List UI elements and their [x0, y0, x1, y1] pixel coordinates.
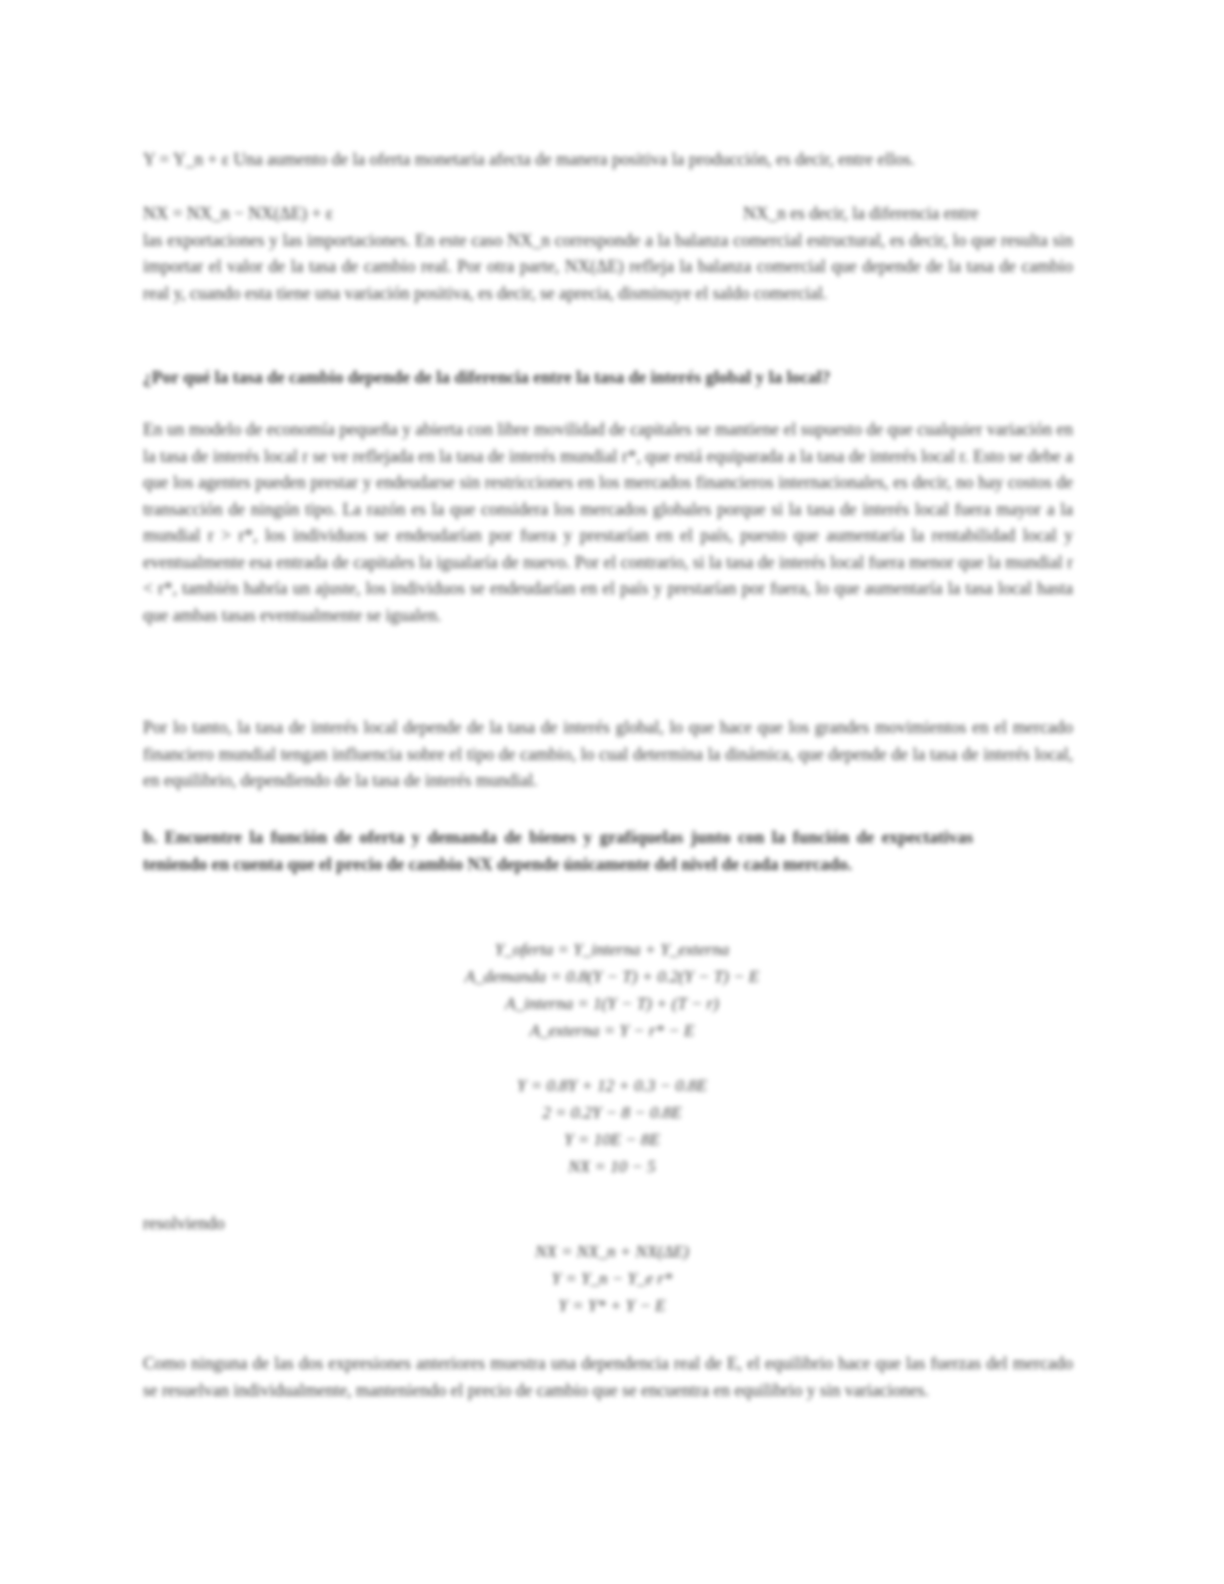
equation-line-output: Y = Y_n + ε Una aumento de la oferta monetaria afecta de manera positiva la producción, es decir, entre ellos.: [143, 149, 915, 169]
equation-block-result: [0, 1238, 1224, 1319]
net-exports-equation: NX = NX_n − NX(ΔE) + ε: [143, 203, 334, 223]
question-heading: ¿Por qué la tasa de cambio depende de la diferencia entre la tasa de interés global y la local?: [143, 367, 831, 387]
equation-block-solution: [0, 1072, 1224, 1180]
paragraph-conclusion: Por lo tanto, la tasa de interés local depende de la tasa de interés global, lo que hace que los grandes movimientos en el mercado financiero mundial tengan influencia sobre el tipo de cambio, lo cual determina la dinámica, que depende de la tasa de interés local, en equilibrio, dependiendo de la tasa de interés mundial.: [143, 717, 1073, 790]
equation-line: Y = 10E − 8E: [564, 1130, 660, 1149]
paragraph-final: Como ninguna de las dos expresiones anteriores muestra una dependencia real de E, el equilibrio hace que las fuerzas del mercado se resuelvan individualmente, manteniendo el precio de cambio que se encuentra en equilibrio y sin variaciones.: [143, 1353, 1073, 1400]
equation-line: A_interna = 1(Y − T) + (T − r): [505, 994, 719, 1013]
equation-block-supply-demand: [0, 936, 1224, 1044]
equation-line: Y_oferta = Y_interna + Y_externa: [494, 940, 730, 959]
equation-line: A_demanda = 0.8(Y − T) + 0.2(Y − T) − E: [464, 967, 760, 986]
equation-line: A_externa = Y − r* − E: [529, 1021, 695, 1040]
equation-line: 2 = 0.2Y − 8 − 0.8E: [542, 1103, 682, 1122]
paragraph-interest-rate-explanation: En un modelo de economía pequeña y abierta con libre movilidad de capitales se mantiene el supuesto de que cualquier variación en la tasa de interés local r se ve reflejada en la tasa de interés mundial r*, que está equiparada a la tasa de interés local r. Esto se debe a que los agentes pueden prestar y endeudarse sin restricciones en los mercados financieros internacionales, es decir, no hay costos de transacción de ningún tipo. La razón es la que considera los mercados globales porque si la tasa de interés local fuera mayor a la mundial r > r*, los individuos se endeudarían por fuera y prestarían en el país, puesto que aumentaría la rentabilidad local y eventualmente esa entrada de capitales la igualaría de nuevo. Por el contrario, si la tasa de interés local fuera menor que la mundial r < r*, también habría un ajuste, los individuos se endeudarían en el país y prestarían por fuera, lo que aumentaría la tasa local hasta que ambas tasas eventualmente se igualen.: [143, 419, 1073, 625]
net-exports-first-line-tail: NX_n es decir, la diferencia entre: [743, 203, 979, 223]
net-exports-body: las exportaciones y las importaciones. En este caso NX_n corresponde a la balanza comercial estructural, es decir, lo que resulta sin importar el valor de la tasa de cambio real. Por otra parte, NX(ΔE) refleja la balanza comercial que depende de la tasa de cambio real y, cuando esta tiene una variación positiva, es decir, se aprecia, disminuye el saldo comercial.: [143, 229, 1073, 303]
equation-line: Y = Y_n − Y_e r*: [551, 1269, 673, 1288]
resolviendo-label: resolviendo: [143, 1213, 225, 1233]
equation-line: Y = 0.8Y + 12 + 0.3 − 0.8E: [517, 1076, 707, 1095]
paragraph-net-exports: [143, 200, 1073, 306]
equation-line: Y = Y* + Y − E: [558, 1296, 666, 1315]
item-b-heading: b. Encuentre la función de oferta y demanda de bienes y grafíquelas junto con la función de expectativas teniendo en cuenta que el precio de cambio NX depende únicamente del nivel de cada mercado.: [143, 827, 973, 874]
net-exports-first-line: [143, 200, 1073, 227]
equation-line: NX = 10 − 5: [568, 1157, 656, 1176]
equation-line: NX = NX_n + NX(ΔE): [535, 1242, 689, 1261]
